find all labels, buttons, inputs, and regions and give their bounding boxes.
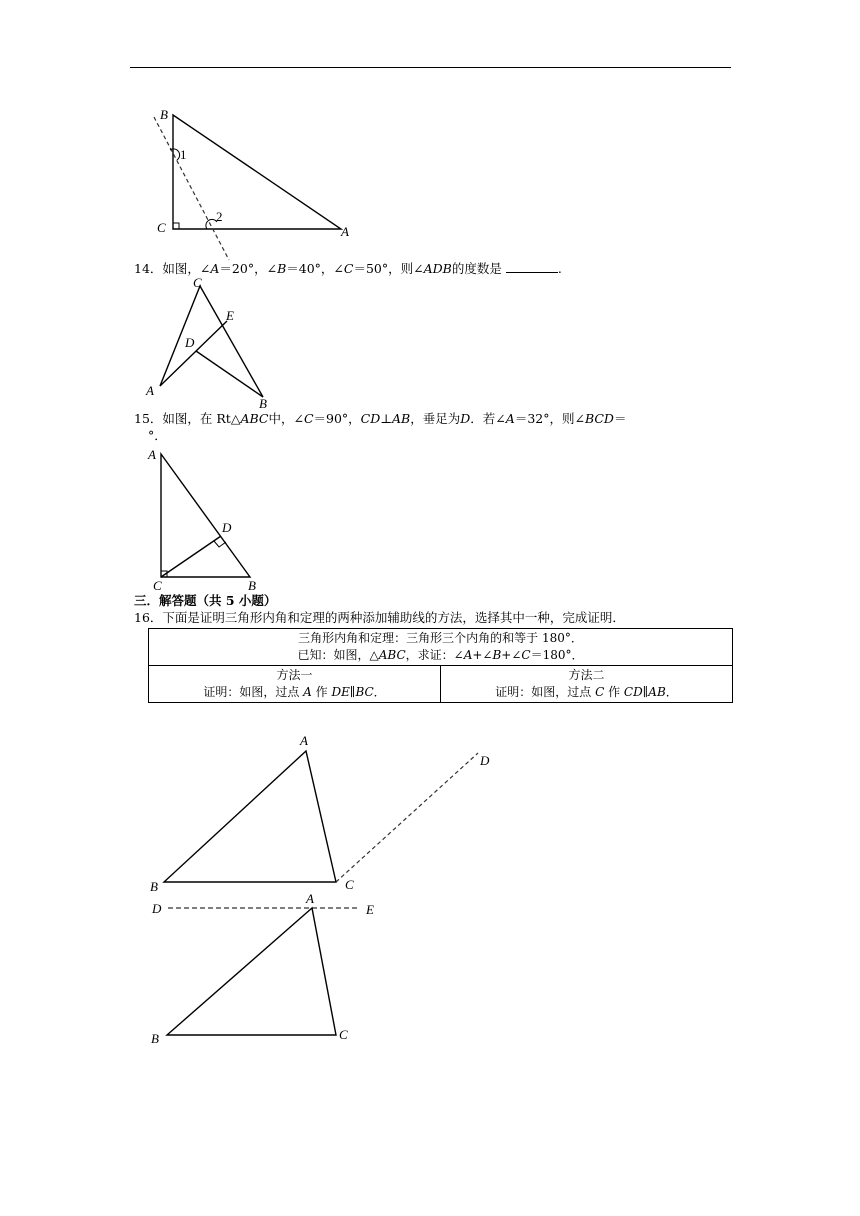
dashed-cd: [336, 753, 478, 882]
q13-figure: [140, 100, 370, 265]
label-c: C: [157, 220, 166, 235]
q16-figure-method1: [140, 890, 390, 1050]
answer-blank-15[interactable]: °．: [148, 428, 167, 443]
section-3-title: 三．解答题（共 5 小题）: [134, 593, 277, 608]
label-b: B: [259, 396, 267, 411]
label-angle-1: 1: [180, 147, 187, 162]
label-a: A: [148, 447, 156, 462]
label-a: A: [146, 383, 154, 398]
label-c: C: [339, 1027, 348, 1042]
segment-a-e: [160, 321, 227, 386]
answer-blank[interactable]: [506, 262, 558, 273]
segment-cd: [161, 536, 221, 577]
method-2-cell: 方法二 证明：如图，过点 C 作 CD∥AB．: [441, 666, 733, 703]
label-angle-2: 2: [216, 209, 223, 224]
segment-d-b: [196, 351, 263, 397]
label-a: A: [306, 891, 314, 906]
q15-number: 15．: [134, 411, 163, 426]
q15-figure: [140, 442, 270, 592]
proof-table: [148, 628, 733, 703]
triangle-abc: [164, 751, 336, 882]
label-a: A: [300, 733, 308, 748]
dashed-transversal: [154, 117, 229, 260]
label-a: A: [341, 224, 349, 239]
label-b: B: [248, 578, 256, 593]
theorem-cell: 三角形内角和定理：三角形三个内角的和等于 180°． 已知：如图，△ABC，求证：∠A+∠B+∠C＝180°．: [149, 629, 733, 666]
question-14: 14．如图，∠A＝20°，∠B＝40°，∠C＝50°，则∠ADB的度数是 .: [134, 261, 562, 276]
triangle-acb: [161, 454, 250, 577]
label-c: C: [193, 275, 202, 290]
question-15: 15．如图，在 Rt△ABC中，∠C＝90°，CD⊥AB，垂足为D．若∠A＝32°，则∠BCD＝: [134, 411, 627, 426]
label-b: B: [151, 1031, 159, 1046]
label-b: B: [150, 879, 158, 894]
header-rule: [130, 67, 731, 68]
right-angle-mark: [173, 223, 179, 229]
segment-a-c-b: [160, 286, 263, 397]
label-e: E: [366, 902, 374, 917]
label-d: D: [480, 753, 490, 768]
question-16: 16．下面是证明三角形内角和定理的两种添加辅助线的方法，选择其中一种，完成证明．: [134, 610, 625, 625]
label-d: D: [152, 901, 162, 916]
label-e: E: [226, 308, 234, 323]
method-1-cell: 方法一 证明：如图，过点 A 作 DE∥BC．: [149, 666, 441, 703]
label-b: B: [160, 107, 168, 122]
label-c: C: [153, 578, 162, 593]
triangle-bca: [173, 115, 341, 229]
label-d: D: [185, 335, 195, 350]
q14-number: 14．: [134, 261, 163, 276]
label-d: D: [222, 520, 232, 535]
triangle-abc: [167, 908, 336, 1035]
q16-figure-method2: [140, 728, 510, 898]
label-c: C: [345, 877, 354, 892]
q14-figure: [140, 272, 280, 412]
